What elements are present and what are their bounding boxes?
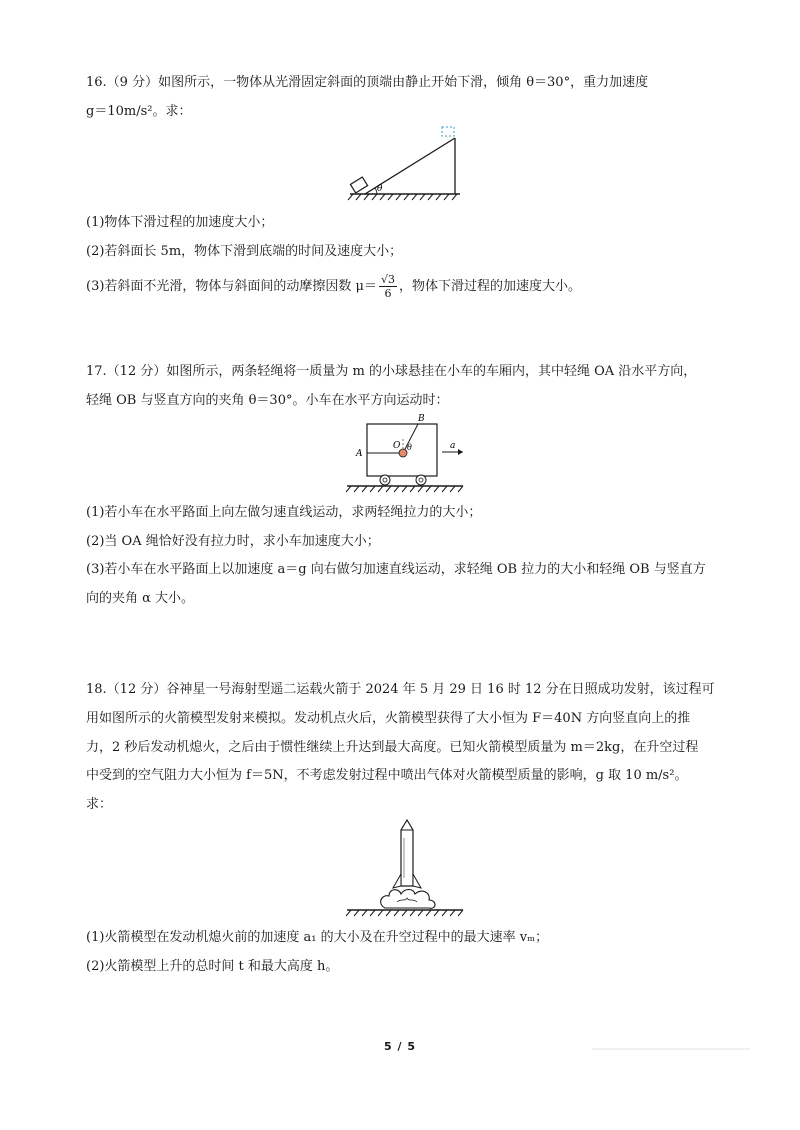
q18-line-5: 求： xyxy=(86,797,113,812)
rocket-figure xyxy=(345,818,470,920)
label-A: A xyxy=(356,449,363,459)
q17-part-3: (3)若小车在水平路面上以加速度 a＝g 向右做匀加速直线运动，求轻绳 OB 拉力的大小和轻绳 OB 与竖直方 xyxy=(86,562,706,577)
footer-rule xyxy=(592,1048,750,1050)
angle-label: θ xyxy=(377,184,383,194)
label-a: a xyxy=(450,441,456,451)
q18-line-4: 中受到的空气阻力大小恒为 f＝5N，不考虑发射过程中喷出气体对火箭模型质量的影响，g 取 10 m/s²。 xyxy=(86,768,688,783)
cart-wheel-right xyxy=(416,475,426,485)
incline-figure xyxy=(345,122,465,204)
q18-line-3: 力，2 秒后发动机熄火，之后由于惯性继续上升达到最大高度。已知火箭模型质量为 m＝2kg，在升空过程 xyxy=(86,740,699,755)
q18-line-1: 18.（12 分）谷神星一号海射型遥二运载火箭于 2024 年 5 月 29 日 16 时 12 分在日照成功发射，该过程可 xyxy=(86,682,715,697)
label-B: B xyxy=(418,414,425,424)
q18-line-2: 用如图所示的火箭模型发射来模拟。发动机点火后，火箭模型获得了大小恒为 F＝40N 方向竖直向上的推 xyxy=(86,711,691,726)
q17-line-1: 17.（12 分）如图所示，两条轻绳将一质量为 m 的小球悬挂在小车的车厢内，其中轻绳 OA 沿水平方向， xyxy=(86,364,697,379)
q17-line-2: 轻绳 OB 与竖直方向的夹角 θ＝30°。小车在水平方向运动时： xyxy=(86,393,449,408)
rocket-fin-left xyxy=(393,874,401,888)
q16-line-2: g＝10m/s²。求： xyxy=(86,104,192,119)
q18-part-2: (2)火箭模型上升的总时间 t 和最大高度 h。 xyxy=(86,959,339,974)
mu-denominator: 6 xyxy=(384,287,392,300)
q16-part-3-tail: ，物体下滑过程的加速度大小。 xyxy=(399,279,582,294)
q17-part-1: (1)若小车在水平路面上向左做匀速直线运动，求两轻绳拉力的大小； xyxy=(86,505,482,520)
ground-hatching xyxy=(348,194,457,200)
acceleration-arrowhead xyxy=(458,449,463,455)
cart-wheel-left xyxy=(380,475,390,485)
rocket-fin-right xyxy=(413,874,421,888)
q16-part-3-text: (3)若斜面不光滑，物体与斜面间的动摩擦因数 μ＝ xyxy=(86,279,377,294)
q17-part-3-cont: 向的夹角 α 大小。 xyxy=(86,591,195,606)
mu-numerator: √3 xyxy=(381,273,396,286)
mu-fraction xyxy=(379,273,397,300)
q16-line-1: 16.（9 分）如图所示，一物体从光滑固定斜面的顶端由静止开始下滑，倾角 θ＝30°，重力加速度 xyxy=(86,75,649,90)
q16-part-3 xyxy=(86,272,581,302)
launch-ground-hatching xyxy=(346,910,463,916)
q18-part-1: (1)火箭模型在发动机熄火前的加速度 a₁ 的大小及在升空过程中的最大速率 vₘ； xyxy=(86,930,549,945)
sliding-block xyxy=(350,177,367,193)
q16-part-2: (2)若斜面长 5m，物体下滑到底端的时间及速度大小； xyxy=(86,244,403,259)
page-number: 5 / 5 xyxy=(384,1040,416,1053)
q16-part-1: (1)物体下滑过程的加速度大小； xyxy=(86,215,274,230)
cart-figure xyxy=(345,408,470,496)
q17-part-2: (2)当 OA 绳恰好没有拉力时，求小车加速度大小； xyxy=(86,534,380,549)
cart-ground-hatching xyxy=(346,486,463,492)
label-O: O xyxy=(393,441,401,451)
block-start-position xyxy=(442,127,454,136)
label-theta: θ xyxy=(407,443,412,452)
